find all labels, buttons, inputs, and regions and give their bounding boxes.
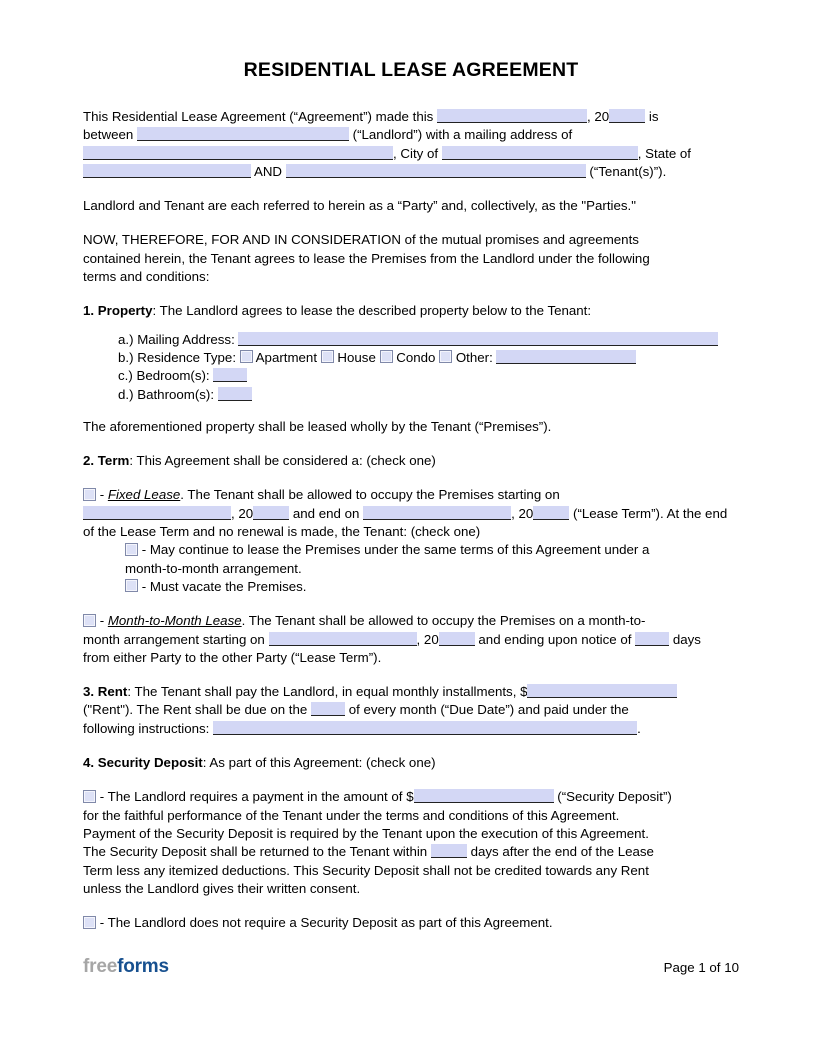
property-item-b: [118, 349, 739, 367]
text-segment: contained herein, the Tenant agrees to lease the Premises from the Landlord under the following: [83, 250, 650, 266]
apartment-checkbox[interactable]: [240, 350, 253, 363]
text-segment: , 20: [231, 505, 254, 521]
premises-paragraph: [83, 418, 739, 436]
text-segment: (“Landlord”) with a mailing address of: [348, 127, 573, 143]
landlord-address-field[interactable]: [83, 146, 393, 160]
text-segment: (“Tenant(s)”).: [585, 163, 667, 179]
text-segment: 2. Term: [83, 453, 130, 469]
month-to-month-line-2: [83, 631, 739, 649]
property-item-a: [118, 331, 739, 349]
text-segment: between: [83, 127, 137, 143]
fixed-lease-line-3: [83, 523, 739, 541]
parties-paragraph: [83, 197, 739, 215]
security-deposit-line-5: [83, 862, 739, 880]
text-segment: a.) Mailing Address:: [118, 331, 239, 347]
text-segment: following instructions:: [83, 720, 214, 736]
text-segment: NOW, THEREFORE, FOR AND IN CONSIDERATION of the mutual promises and agreements: [83, 232, 639, 248]
text-segment: and end on: [289, 505, 364, 521]
rent-line-1: [83, 683, 739, 701]
month-to-month-line-3: [83, 649, 739, 667]
no-security-deposit-line: [83, 914, 739, 932]
other-residence-checkbox[interactable]: [439, 350, 452, 363]
deposit-return-days-field[interactable]: [431, 844, 467, 858]
text-segment: d.) Bathroom(s):: [118, 386, 218, 402]
continue-month-to-month-checkbox[interactable]: [125, 543, 138, 556]
text-segment: days: [669, 631, 701, 647]
tenant-name-field[interactable]: [286, 164, 586, 178]
text-segment: Other:: [452, 349, 497, 365]
landlord-state-field[interactable]: [83, 164, 251, 178]
text-segment: Term less any itemized deductions. This Security Deposit shall not be credited towards any Rent: [83, 862, 649, 878]
text-segment: c.) Bedroom(s):: [118, 368, 214, 384]
bathrooms-field[interactable]: [218, 387, 252, 401]
text-segment: - The Landlord requires a payment in the amount of $: [96, 789, 414, 805]
logo-text-free: free: [83, 956, 118, 977]
security-deposit-required-checkbox[interactable]: [83, 790, 96, 803]
page-number-label: Page 1 of 10: [663, 960, 739, 975]
text-segment: - Must vacate the Premises.: [138, 578, 307, 594]
property-item-d: [118, 386, 739, 404]
fixed-lease-checkbox[interactable]: [83, 488, 96, 501]
section-2-term: [83, 452, 739, 470]
rent-due-day-field[interactable]: [311, 702, 345, 716]
freeforms-logo: [83, 958, 169, 976]
text-segment: - The Landlord does not require a Security Deposit as part of this Agreement.: [96, 915, 553, 931]
rent-amount-field[interactable]: [527, 684, 677, 698]
condo-checkbox[interactable]: [380, 350, 393, 363]
text-segment: for the faithful performance of the Tenant under the terms and conditions of this Agreement.: [83, 807, 620, 823]
renewal-option-1-line-2: [125, 560, 739, 578]
document-body: [83, 108, 739, 932]
consideration-line-2: [83, 250, 739, 268]
text-segment: is: [645, 109, 659, 124]
section-4-security-deposit: [83, 754, 739, 772]
renewal-option-2: [125, 578, 739, 596]
bedrooms-field[interactable]: [213, 368, 247, 382]
text-segment: This Residential Lease Agreement (“Agreement”) made this: [83, 109, 438, 124]
agreement-day-field[interactable]: [437, 109, 587, 123]
rent-line-2: [83, 701, 739, 719]
text-segment: . The Tenant shall be allowed to occupy the Premises starting on: [180, 487, 560, 503]
text-segment: 4. Security Deposit: [83, 755, 203, 771]
text-segment: (“Security Deposit”): [553, 789, 672, 805]
month-to-month-line-1: [83, 612, 739, 630]
text-segment: Payment of the Security Deposit is required by the Tenant upon the execution of this Agreement.: [83, 825, 649, 841]
intro-line-4: [83, 163, 739, 181]
mtm-start-year-field[interactable]: [439, 632, 475, 646]
fixed-lease-line-2: [83, 505, 739, 523]
fixed-start-date-field[interactable]: [83, 506, 231, 520]
text-segment: The aforementioned property shall be leased wholly by the Tenant (“Premises”).: [83, 418, 552, 434]
text-segment: unless the Landlord gives their written consent.: [83, 880, 361, 896]
text-segment: and ending upon notice of: [474, 631, 636, 647]
text-segment: : This Agreement shall be considered a: (check one): [129, 453, 436, 469]
text-segment: - May continue to lease the Premises under the same terms of this Agreement under a: [138, 542, 650, 558]
house-checkbox[interactable]: [321, 350, 334, 363]
consideration-line-1: [83, 231, 739, 249]
logo-text-forms: forms: [117, 956, 169, 977]
security-deposit-line-4: [83, 843, 739, 861]
security-deposit-line-6: [83, 880, 739, 898]
fixed-end-year-field[interactable]: [533, 506, 569, 520]
text-segment: -: [96, 487, 108, 503]
page-title: RESIDENTIAL LEASE AGREEMENT: [243, 59, 579, 81]
text-segment: 3. Rent: [83, 684, 128, 700]
other-residence-field[interactable]: [496, 350, 636, 364]
text-segment: Month-to-Month Lease: [107, 613, 242, 629]
fixed-start-year-field[interactable]: [253, 506, 289, 520]
landlord-city-field[interactable]: [442, 146, 638, 160]
text-segment: The Security Deposit shall be returned to the Tenant within: [83, 844, 431, 860]
text-segment: of every month (“Due Date”) and paid under the: [345, 702, 629, 718]
section-1-property: [83, 302, 739, 320]
text-segment: b.) Residence Type:: [118, 349, 240, 365]
month-to-month-lease-checkbox[interactable]: [83, 614, 96, 627]
no-security-deposit-checkbox[interactable]: [83, 916, 96, 929]
text-segment: ("Rent"). The Rent shall be due on the: [83, 702, 311, 718]
text-segment: (“Lease Term”). At the end: [569, 505, 728, 521]
text-segment: , State of: [637, 145, 692, 161]
security-deposit-line-3: [83, 825, 739, 843]
intro-line-3: [83, 145, 739, 163]
mtm-start-date-field[interactable]: [269, 632, 417, 646]
intro-line-1: [83, 108, 739, 126]
text-segment: from either Party to the other Party (“Lease Term”).: [83, 649, 382, 665]
text-segment: , City of: [393, 145, 442, 161]
text-segment: , 20: [511, 505, 534, 521]
property-item-c: [118, 367, 739, 385]
text-segment: Landlord and Tenant are each referred to herein as a “Party” and, collectively, as the "Parties.": [83, 198, 636, 214]
rent-line-3: [83, 720, 739, 738]
agreement-year-field[interactable]: [609, 109, 645, 123]
text-segment: month-to-month arrangement.: [125, 560, 302, 576]
text-segment: . The Tenant shall be allowed to occupy the Premises on a month-to-: [241, 613, 646, 629]
security-deposit-amount-field[interactable]: [414, 789, 554, 803]
text-segment: .: [637, 720, 641, 736]
security-deposit-line-2: [83, 807, 739, 825]
text-segment: AND: [251, 163, 286, 179]
text-segment: , 20: [587, 109, 610, 124]
payment-instructions-field[interactable]: [213, 721, 637, 735]
text-segment: terms and conditions:: [83, 269, 210, 285]
text-segment: , 20: [416, 631, 439, 647]
text-segment: month arrangement starting on: [83, 631, 269, 647]
text-segment: : As part of this Agreement: (check one): [202, 755, 436, 771]
mailing-address-field[interactable]: [238, 332, 718, 346]
text-segment: : The Tenant shall pay the Landlord, in equal monthly installments, $: [127, 684, 528, 700]
consideration-line-3: [83, 268, 739, 286]
text-segment: days after the end of the Lease: [466, 844, 654, 860]
text-segment: Apartment: [252, 349, 321, 365]
text-segment: 1. Property: [83, 303, 153, 319]
must-vacate-checkbox[interactable]: [125, 579, 138, 592]
security-deposit-line-1: [83, 788, 739, 806]
text-segment: : The Landlord agrees to lease the described property below to the Tenant:: [152, 303, 592, 319]
page-footer: [83, 958, 739, 977]
text-segment: of the Lease Term and no renewal is made, the Tenant: (check one): [83, 524, 481, 540]
fixed-end-date-field[interactable]: [363, 506, 511, 520]
renewal-option-1-line-1: [125, 541, 739, 559]
intro-line-2: [83, 126, 739, 144]
mtm-notice-days-field[interactable]: [635, 632, 669, 646]
page-content: [83, 58, 739, 932]
text-segment: Fixed Lease: [107, 487, 181, 503]
landlord-name-field[interactable]: [137, 127, 349, 141]
text-segment: House: [333, 349, 380, 365]
text-segment: Condo: [392, 349, 440, 365]
fixed-lease-line-1: [83, 486, 739, 504]
text-segment: -: [96, 613, 108, 629]
